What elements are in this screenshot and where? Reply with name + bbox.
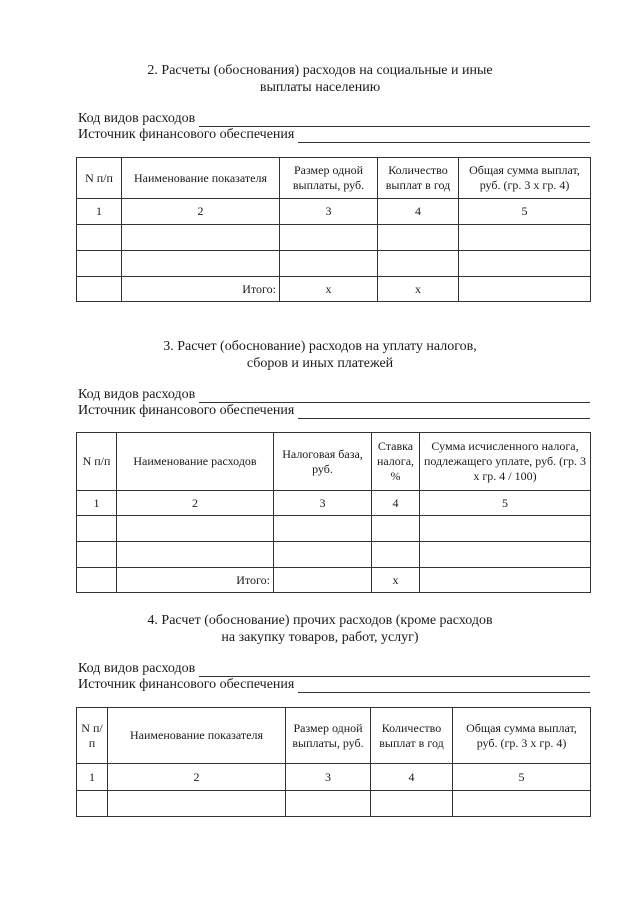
expense-code-label: Код видов расходов: [78, 111, 196, 126]
section2-title: [0, 62, 640, 96]
empty-cell[interactable]: [459, 225, 591, 251]
total-value-cell[interactable]: [420, 568, 591, 593]
empty-cell[interactable]: [459, 251, 591, 277]
empty-cell[interactable]: [77, 251, 122, 277]
funding-source-line[interactable]: [298, 680, 590, 693]
empty-cell[interactable]: [274, 542, 372, 568]
empty-cell[interactable]: [108, 791, 286, 817]
column-number-row: [77, 491, 591, 516]
section4-expense-code-row: [78, 661, 590, 677]
empty-cell[interactable]: [453, 791, 591, 817]
funding-source-line[interactable]: [298, 406, 590, 419]
expense-code-label: Код видов расходов: [78, 387, 196, 402]
empty-cell[interactable]: [122, 225, 280, 251]
x-mark: x: [280, 277, 378, 302]
col-header: Налоговая база, руб.: [274, 433, 372, 491]
col-number: 4: [378, 199, 459, 225]
section4-table: [76, 707, 591, 817]
empty-cell[interactable]: [286, 791, 371, 817]
total-row: [77, 277, 591, 302]
col-header: Наименование расходов: [117, 433, 274, 491]
col-number: 2: [117, 491, 274, 516]
empty-cell[interactable]: [274, 516, 372, 542]
col-header: Количество выплат в год: [371, 708, 453, 764]
table-row: [77, 516, 591, 542]
expense-code-line[interactable]: [199, 114, 590, 127]
funding-source-label: Источник финансового обеспечения: [78, 127, 295, 142]
section2-title-line2: выплаты населению: [259, 80, 381, 95]
col-number: 4: [371, 764, 453, 791]
empty-cell: [274, 568, 372, 593]
table-row: [77, 225, 591, 251]
column-number-row: [77, 764, 591, 791]
col-number: 3: [280, 199, 378, 225]
total-value-cell[interactable]: [459, 277, 591, 302]
col-number: 2: [108, 764, 286, 791]
table-header-row: [77, 433, 591, 491]
empty-cell[interactable]: [117, 516, 274, 542]
empty-cell[interactable]: [372, 542, 420, 568]
funding-source-label: Источник финансового обеспечения: [78, 403, 295, 418]
col-header: Размер одной выплаты, руб.: [286, 708, 371, 764]
expense-code-line[interactable]: [199, 390, 590, 403]
empty-cell[interactable]: [371, 791, 453, 817]
section4-title-line2: на закупку товаров, работ, услуг): [221, 630, 419, 645]
col-number: 5: [453, 764, 591, 791]
section3-title-line1: 3. Расчет (обоснование) расходов на уплату налогов,: [163, 339, 477, 354]
empty-cell[interactable]: [420, 516, 591, 542]
col-header: Наименование показателя: [108, 708, 286, 764]
section3-funding-source-row: [78, 403, 590, 419]
total-row: [77, 568, 591, 593]
table-row: [77, 791, 591, 817]
empty-cell[interactable]: [280, 225, 378, 251]
empty-cell: [77, 568, 117, 593]
expense-code-label: Код видов расходов: [78, 661, 196, 676]
table-row: [77, 542, 591, 568]
col-number: 5: [459, 199, 591, 225]
section2-title-line1: 2. Расчеты (обоснования) расходов на социальные и иные: [147, 63, 493, 78]
col-header: N п/п: [77, 433, 117, 491]
table-row: [77, 251, 591, 277]
col-number: 1: [77, 491, 117, 516]
col-number: 2: [122, 199, 280, 225]
col-header: Общая сумма выплат, руб. (гр. 3 x гр. 4): [459, 158, 591, 199]
empty-cell[interactable]: [122, 251, 280, 277]
table-header-row: [77, 158, 591, 199]
section3-table: [76, 432, 591, 593]
section3-expense-code-row: [78, 387, 590, 403]
section2-funding-source-row: [78, 127, 590, 143]
x-mark: x: [372, 568, 420, 593]
col-number: 4: [372, 491, 420, 516]
section2-expense-code-row: [78, 111, 590, 127]
empty-cell[interactable]: [378, 225, 459, 251]
col-header: N п/п: [77, 158, 122, 199]
empty-cell[interactable]: [378, 251, 459, 277]
expense-code-line[interactable]: [199, 664, 590, 677]
empty-cell[interactable]: [77, 542, 117, 568]
col-header: Сумма исчисленного налога, подлежащего уплате, руб. (гр. 3 x гр. 4 / 100): [420, 433, 591, 491]
section2-table: [76, 157, 591, 302]
section4-title-line1: 4. Расчет (обоснование) прочих расходов (кроме расходов: [147, 613, 493, 628]
col-number: 3: [274, 491, 372, 516]
total-label: Итого:: [122, 277, 280, 302]
x-mark: x: [378, 277, 459, 302]
section3-title: [0, 338, 640, 372]
col-header: Количество выплат в год: [378, 158, 459, 199]
col-header: Общая сумма выплат, руб. (гр. 3 x гр. 4): [453, 708, 591, 764]
empty-cell[interactable]: [77, 791, 108, 817]
empty-cell[interactable]: [77, 225, 122, 251]
empty-cell[interactable]: [77, 516, 117, 542]
empty-cell[interactable]: [117, 542, 274, 568]
column-number-row: [77, 199, 591, 225]
total-label: Итого:: [117, 568, 274, 593]
col-number: 3: [286, 764, 371, 791]
col-number: 1: [77, 764, 108, 791]
empty-cell[interactable]: [420, 542, 591, 568]
empty-cell[interactable]: [280, 251, 378, 277]
col-header: Ставка налога, %: [372, 433, 420, 491]
empty-cell: [77, 277, 122, 302]
col-header: N п/п: [77, 708, 108, 764]
empty-cell[interactable]: [372, 516, 420, 542]
section4-funding-source-row: [78, 677, 590, 693]
col-header: Наименование показателя: [122, 158, 280, 199]
table-header-row: [77, 708, 591, 764]
section3-title-line2: сборов и иных платежей: [246, 356, 394, 371]
section4-title: [0, 612, 640, 646]
funding-source-line[interactable]: [298, 130, 590, 143]
funding-source-label: Источник финансового обеспечения: [78, 677, 295, 692]
col-number: 5: [420, 491, 591, 516]
col-header: Размер одной выплаты, руб.: [280, 158, 378, 199]
col-number: 1: [77, 199, 122, 225]
